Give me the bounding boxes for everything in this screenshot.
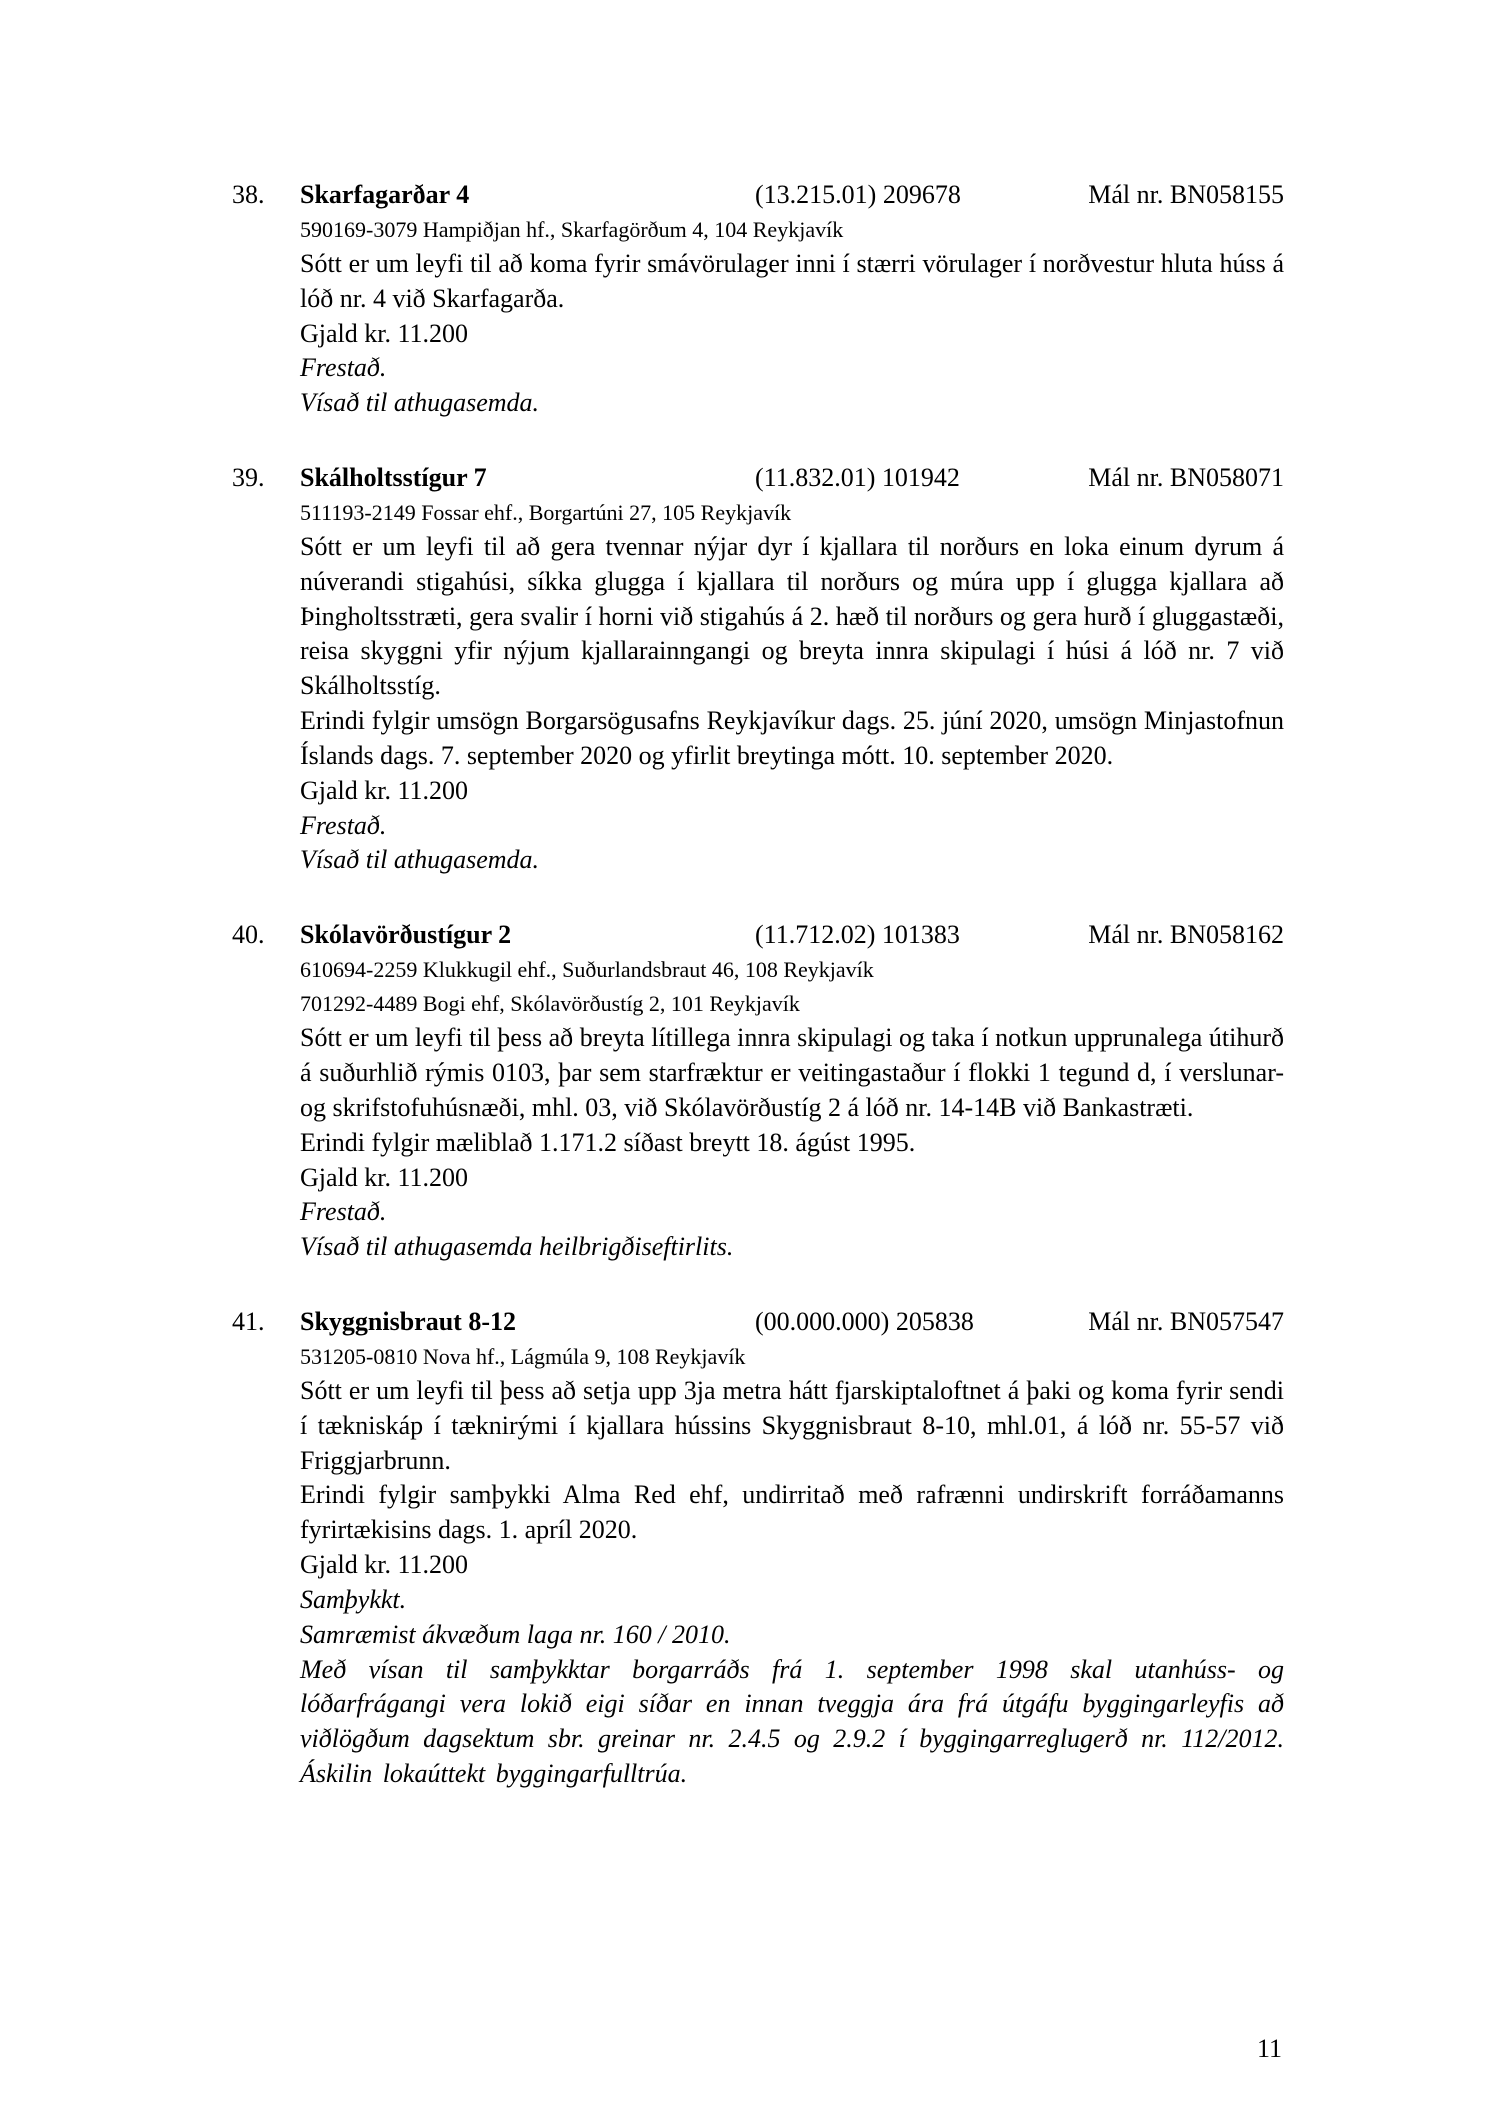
item-number: 38.: [232, 180, 265, 209]
item-case-number: Mál nr. BN058155: [1088, 180, 1284, 209]
result-line: Frestað.: [300, 353, 387, 383]
item-header: [232, 461, 1284, 496]
item-plot-code: (11.832.01) 101942: [755, 463, 960, 493]
fee-line: Gjald kr. 11.200: [300, 318, 469, 348]
item-plot-code: (11.712.02) 101383: [755, 920, 960, 950]
item-title: Skyggnisbraut 8-12: [300, 1307, 516, 1337]
party-line: 511193-2149 Fossar ehf., Borgartúni 27, 105 Reykjavík: [300, 499, 792, 525]
item-attachment-note: Erindi fylgir samþykki Alma Red ehf, undirritað með rafrænni undirskrift forráðamanns fyrirtækisins dags. 1. apríl 2020.: [300, 1480, 1284, 1545]
minutes-content: [232, 178, 1284, 1832]
item-title: Skarfagarðar 4: [300, 180, 470, 209]
item-title: Skálholtsstígur 7: [300, 463, 487, 493]
item-case-number: Mál nr. BN058162: [1088, 920, 1284, 950]
result-line: Vísað til athugasemda.: [300, 388, 540, 418]
party-line: 590169-3079 Hampiðjan hf., Skarfagörðum 4, 104 Reykjavík: [300, 216, 844, 242]
agenda-item: [232, 918, 1284, 1265]
item-plot-code: (00.000.000) 205838: [755, 1307, 974, 1337]
item-body: [300, 213, 1284, 421]
result-line: Frestað.: [300, 1197, 387, 1227]
item-number: 41.: [232, 1307, 265, 1337]
result-line: Frestað.: [300, 810, 387, 840]
party-line: 701292-4489 Bogi ehf, Skólavörðustíg 2, 101 Reykjavík: [300, 991, 800, 1017]
item-description: Sótt er um leyfi til að koma fyrir smávörulager inni í stærri vörulager í norðvestur hluta húss á lóð nr. 4 við Skarfagarða.: [300, 248, 1284, 313]
item-description: Sótt er um leyfi til þess að setja upp 3ja metra hátt fjarskiptaloftnet á þaki og koma fyrir sendi í tækniskáp í tæknirými í kjallara hússins Skyggnisbraut 8-10, mhl.01, á lóð nr. 55-57 við Friggjarbrunn.: [300, 1376, 1284, 1475]
result-line: Vísað til athugasemda heilbrigðiseftirlits.: [300, 1232, 734, 1262]
fee-line: Gjald kr. 11.200: [300, 1550, 469, 1580]
party-line: 531205-0810 Nova hf., Lágmúla 9, 108 Reykjavík: [300, 1343, 746, 1369]
item-description: Sótt er um leyfi til að gera tvennar nýjar dyr í kjallara til norðurs en loka einum dyrum á núverandi stigahúsi, síkka glugga í kjallara til norðurs og múra upp í glugga kjallara að Þingholtsstræti, gera svalir í horni við stigahús á 2. hæð til norðurs og gera hurð í gluggastæði, reisa skyggni yfir nýjum kjallarainngangi og breyta innra skipulagi í húsi á lóð nr. 7 við Skálholtsstíg.: [300, 531, 1284, 701]
agenda-item: [232, 461, 1284, 878]
item-number: 39.: [232, 463, 265, 493]
result-line: Vísað til athugasemda.: [300, 845, 540, 875]
item-attachment-note: Erindi fylgir mæliblað 1.171.2 síðast breytt 18. ágúst 1995.: [300, 1127, 916, 1157]
condition-note: Með vísan til samþykktar borgarráðs frá 1. september 1998 skal utanhúss- og lóðarfrágangi vera lokið eigi síðar en innan tveggja ára frá útgáfu byggingarleyfis að viðlögðum dagsektum sbr. greinar nr. 2.4.5 og 2.9.2 í byggingarreglugerð nr. 112/2012. Áskilin lokaúttekt byggingarfulltrúa.: [300, 1654, 1284, 1789]
item-description: Sótt er um leyfi til þess að breyta lítillega innra skipulagi og taka í notkun upprunalega útihurð á suðurhlið rýmis 0103, þar sem starfræktur er veitingastaður í flokki 1 tegund d, í verslunar- og skrifstofuhúsnæði, mhl. 03, við Skólavörðustíg 2 á lóð nr. 14-14B við Bankastræti.: [300, 1023, 1284, 1122]
result-line: Samræmist ákvæðum laga nr. 160 / 2010.: [300, 1619, 731, 1649]
item-plot-code: (13.215.01) 209678: [755, 180, 961, 209]
item-title: Skólavörðustígur 2: [300, 920, 512, 950]
item-attachment-note: Erindi fylgir umsögn Borgarsögusafns Reykjavíkur dags. 25. júní 2020, umsögn Minjastofnun Íslands dags. 7. september 2020 og yfirlit breytinga mótt. 10. september 2020.: [300, 706, 1284, 770]
fee-line: Gjald kr. 11.200: [300, 1162, 469, 1192]
item-body: [300, 953, 1284, 1265]
fee-line: Gjald kr. 11.200: [300, 775, 469, 805]
item-header: [232, 1305, 1284, 1340]
item-number: 40.: [232, 920, 265, 950]
item-case-number: Mál nr. BN058071: [1088, 463, 1284, 493]
party-line: 610694-2259 Klukkugil ehf., Suðurlandsbraut 46, 108 Reykjavík: [300, 957, 874, 983]
result-line: Samþykkt.: [300, 1584, 407, 1614]
item-body: [300, 1340, 1284, 1792]
agenda-item: [232, 1305, 1284, 1792]
item-case-number: Mál nr. BN057547: [1088, 1307, 1284, 1337]
item-body: [300, 496, 1284, 878]
agenda-item: [232, 178, 1284, 421]
item-header: [232, 918, 1284, 953]
page-number: 11: [1256, 2034, 1282, 2063]
item-header: [232, 178, 1284, 213]
